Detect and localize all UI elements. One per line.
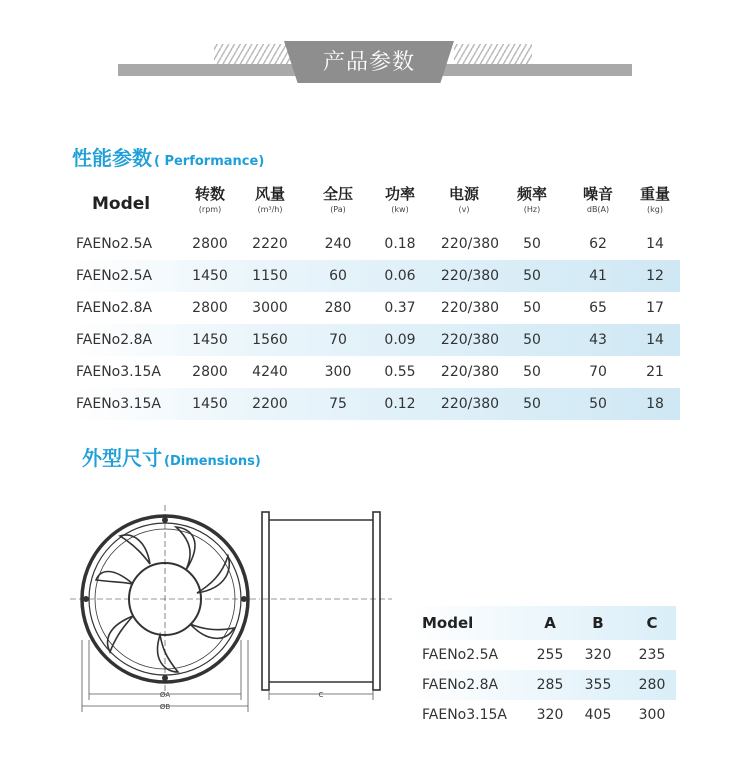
cell-rpm: 2800: [192, 300, 228, 316]
label-len-c: C: [318, 691, 324, 699]
cell-pressure: 280: [324, 300, 352, 316]
cell-rpm: 1450: [192, 268, 228, 284]
cell-power: 0.55: [384, 364, 416, 380]
cell-weight: 12: [646, 268, 664, 284]
cell-weight: 14: [646, 236, 664, 252]
cell-power: 0.06: [384, 268, 416, 284]
cell-noise: 43: [589, 332, 607, 348]
cell-freq: 50: [523, 300, 541, 316]
dimensions-heading-en: (Dimensions): [164, 454, 261, 469]
label-dia-b: ØB: [159, 703, 171, 711]
cell-a: 285: [536, 677, 564, 693]
cell-voltage: 220/380: [440, 236, 500, 252]
cell-rpm: 1450: [192, 332, 228, 348]
dimensions-table: [410, 606, 676, 730]
cell-model: FAENo2.5A: [76, 268, 153, 284]
col-voltage: 电源 (v): [448, 185, 479, 214]
cell-weight: 17: [646, 300, 664, 316]
cell-rpm: 2800: [192, 236, 228, 252]
cell-noise: 62: [589, 236, 607, 252]
col-flow: 风量 (m³/h): [254, 185, 285, 214]
performance-heading-en: ( Performance): [154, 154, 265, 169]
cell-flow: 3000: [252, 300, 288, 316]
cell-freq: 50: [523, 364, 541, 380]
col-rpm: 转数 (rpm): [194, 185, 225, 214]
cell-power: 0.12: [384, 396, 416, 412]
cell-noise: 41: [589, 268, 607, 284]
model-header: Model: [92, 194, 151, 214]
banner-title: 产品参数: [322, 50, 415, 75]
cell-noise: 50: [589, 396, 607, 412]
dims-header-model: Model: [422, 614, 474, 632]
col-frequency: 频率 (Hz): [516, 185, 547, 214]
table-row: [410, 700, 676, 730]
cell-c: 235: [638, 647, 666, 663]
performance-heading-cn: 性能参数: [72, 146, 152, 170]
label-dia-a: ØA: [159, 691, 171, 699]
cell-voltage: 220/380: [440, 396, 500, 412]
cell-c: 300: [638, 707, 666, 723]
table-row: [410, 670, 676, 700]
cell-voltage: 220/380: [440, 300, 500, 316]
cell-noise: 70: [589, 364, 607, 380]
cell-pressure: 60: [329, 268, 347, 284]
cell-voltage: 220/380: [440, 268, 500, 284]
dims-header-c: C: [646, 614, 658, 632]
cell-voltage: 220/380: [440, 332, 500, 348]
cell-power: 0.09: [384, 332, 416, 348]
cell-model: FAENo3.15A: [76, 396, 161, 412]
cell-pressure: 75: [329, 396, 347, 412]
col-weight: 重量 (kg): [639, 185, 670, 214]
cell-model: FAENo2.8A: [422, 677, 499, 693]
table-row: [410, 640, 676, 670]
cell-freq: 50: [523, 396, 541, 412]
cell-model: FAENo3.15A: [422, 707, 507, 723]
cell-power: 0.37: [384, 300, 416, 316]
dims-header-b: B: [592, 614, 604, 632]
dimensions-table-header: [410, 606, 676, 640]
cell-flow: 2200: [252, 396, 288, 412]
cell-weight: 18: [646, 396, 664, 412]
cell-b: 355: [584, 677, 612, 693]
cell-model: FAENo2.8A: [76, 332, 153, 348]
col-power: 功率 (kw): [384, 185, 415, 214]
cell-b: 405: [584, 707, 612, 723]
cell-pressure: 70: [329, 332, 347, 348]
col-noise: 噪音 dB(A): [582, 185, 613, 214]
cell-voltage: 220/380: [440, 364, 500, 380]
cell-a: 320: [536, 707, 564, 723]
cell-a: 255: [536, 647, 564, 663]
cell-rpm: 2800: [192, 364, 228, 380]
col-pressure: 全压 (Pa): [322, 185, 353, 214]
cell-pressure: 300: [324, 364, 352, 380]
cell-power: 0.18: [384, 236, 416, 252]
cell-freq: 50: [523, 332, 541, 348]
cell-noise: 65: [589, 300, 607, 316]
cell-model: FAENo2.5A: [422, 647, 499, 663]
cell-flow: 1150: [252, 268, 288, 284]
cell-model: FAENo2.5A: [76, 236, 153, 252]
cell-weight: 14: [646, 332, 664, 348]
cell-rpm: 1450: [192, 396, 228, 412]
cell-pressure: 240: [324, 236, 352, 252]
dims-header-a: A: [544, 614, 556, 632]
cell-freq: 50: [523, 236, 541, 252]
cell-flow: 2220: [252, 236, 288, 252]
cell-freq: 50: [523, 268, 541, 284]
fan-front-view: [70, 505, 260, 695]
cell-b: 320: [584, 647, 612, 663]
cell-weight: 21: [646, 364, 664, 380]
cell-flow: 4240: [252, 364, 288, 380]
fan-side-view: [262, 512, 392, 690]
cell-model: FAENo2.8A: [76, 300, 153, 316]
dimensions-heading-cn: 外型尺寸: [82, 446, 162, 470]
cell-model: FAENo3.15A: [76, 364, 161, 380]
cell-c: 280: [638, 677, 666, 693]
cell-flow: 1560: [252, 332, 288, 348]
